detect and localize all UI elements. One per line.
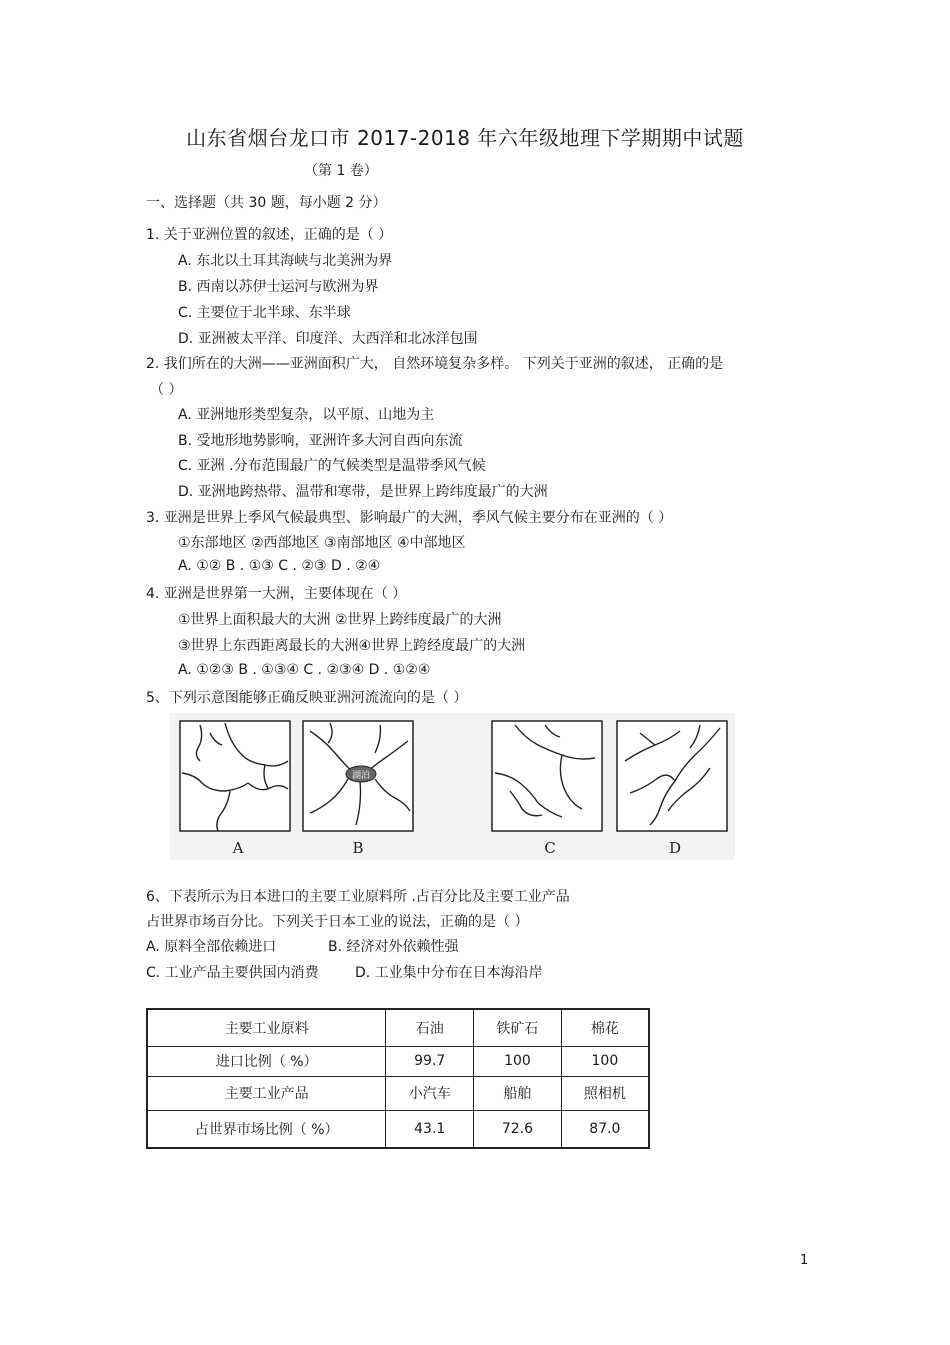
table-cell: 主要工业原料 <box>147 1009 386 1046</box>
table-cell: 船舶 <box>474 1076 562 1110</box>
table-cell: 石油 <box>386 1009 474 1046</box>
question-2-stem-paren: （ ） <box>150 382 183 398</box>
question-6-stem-1: 6、下表所示为日本进口的主要工业原料所 .占百分比及主要工业产品 <box>146 889 570 905</box>
question-1-stem: 1. 关于亚洲位置的叙述，正确的是（ ） <box>146 227 393 243</box>
question-3-items: ①东部地区 ②西部地区 ③南部地区 ④中部地区 <box>178 535 466 551</box>
question-4-options: A. ①②③ B . ①③④ C . ②③④ D . ①②④ <box>178 662 431 678</box>
table-cell: 100 <box>474 1046 562 1076</box>
question-1-option-a: A. 东北以土耳其海峡与北美洲为界 <box>178 253 393 269</box>
volume-label: （第 1 卷） <box>304 163 378 179</box>
table-row <box>147 1046 649 1076</box>
map-label-b: B <box>352 839 364 857</box>
question-4-stem: 4. 亚洲是世界第一大洲，主要体现在（ ） <box>146 586 407 602</box>
table-cell: 小汽车 <box>386 1076 474 1110</box>
table-cell: 43.1 <box>386 1110 474 1148</box>
river-map-b <box>303 721 413 831</box>
table-cell: 99.7 <box>386 1046 474 1076</box>
river-map-a <box>180 721 290 831</box>
question-6-stem-2: 占世界市场百分比。下列关于日本工业的说法，正确的是（ ） <box>146 914 529 930</box>
question-2-option-d: D. 亚洲地跨热带、温带和寒带，是世界上跨纬度最广的大洲 <box>178 484 548 500</box>
table-cell: 87.0 <box>561 1110 649 1148</box>
river-map-c <box>492 721 602 831</box>
table-cell: 占世界市场比例（ %） <box>147 1110 386 1148</box>
question-1-option-d: D. 亚洲被太平洋、印度洋、大西洋和北冰洋包围 <box>178 331 478 347</box>
table-cell: 照相机 <box>561 1076 649 1110</box>
table-row <box>147 1110 649 1148</box>
lake-label: 湖泊 <box>351 771 371 781</box>
map-label-a: A <box>232 839 244 857</box>
section-heading: 一、选择题（共 30 题，每小题 2 分） <box>146 195 387 211</box>
japan-industry-table <box>146 1008 650 1149</box>
table-cell: 72.6 <box>474 1110 562 1148</box>
question-2-option-c: C. 亚洲 .分布范围最广的气候类型是温带季风气候 <box>178 458 486 474</box>
river-maps-figure <box>170 713 735 860</box>
river-map-d <box>617 721 727 831</box>
table-row <box>147 1076 649 1110</box>
table-row <box>147 1009 649 1046</box>
page-title: 山东省烟台龙口市 2017-2018 年六年级地理下学期期中试题 <box>186 126 744 150</box>
table-cell: 主要工业产品 <box>147 1076 386 1110</box>
question-2-stem: 2. 我们所在的大洲——亚洲面积广大， 自然环境复杂多样。 下列关于亚洲的叙述， 正确的是 <box>146 356 724 372</box>
question-4-items-2: ③世界上东西距离最长的大洲④世界上跨经度最广的大洲 <box>178 638 526 654</box>
table-cell: 铁矿石 <box>474 1009 562 1046</box>
table-cell: 棉花 <box>561 1009 649 1046</box>
question-6-option-a: A. 原料全部依赖进口 <box>146 939 277 955</box>
question-3-stem: 3. 亚洲是世界上季风气候最典型、影响最广的大洲，季风气候主要分布在亚洲的（ ） <box>146 510 673 526</box>
question-4-items-1: ①世界上面积最大的大洲 ②世界上跨纬度最广的大洲 <box>178 612 502 628</box>
table-cell: 进口比例（ %） <box>147 1046 386 1076</box>
page-number: 1 <box>800 1253 809 1268</box>
question-6-option-b: B. 经济对外依赖性强 <box>328 939 459 955</box>
map-label-d: D <box>668 839 682 857</box>
table-cell: 100 <box>561 1046 649 1076</box>
question-6-option-d: D. 工业集中分布在日本海沿岸 <box>355 965 543 981</box>
question-2-option-a: A. 亚洲地形类型复杂，以平原、山地为主 <box>178 407 435 423</box>
question-5-stem: 5、下列示意图能够正确反映亚洲河流流向的是（ ） <box>146 690 468 706</box>
question-1-option-b: B. 西南以苏伊士运河与欧洲为界 <box>178 279 379 295</box>
map-label-c: C <box>544 839 556 857</box>
question-6-option-c: C. 工业产品主要供国内消费 <box>146 965 319 981</box>
question-1-option-c: C. 主要位于北半球、东半球 <box>178 305 351 321</box>
question-3-options: A. ①② B . ①③ C . ②③ D . ②④ <box>178 558 381 574</box>
question-2-option-b: B. 受地形地势影响，亚洲许多大河自西向东流 <box>178 433 463 449</box>
